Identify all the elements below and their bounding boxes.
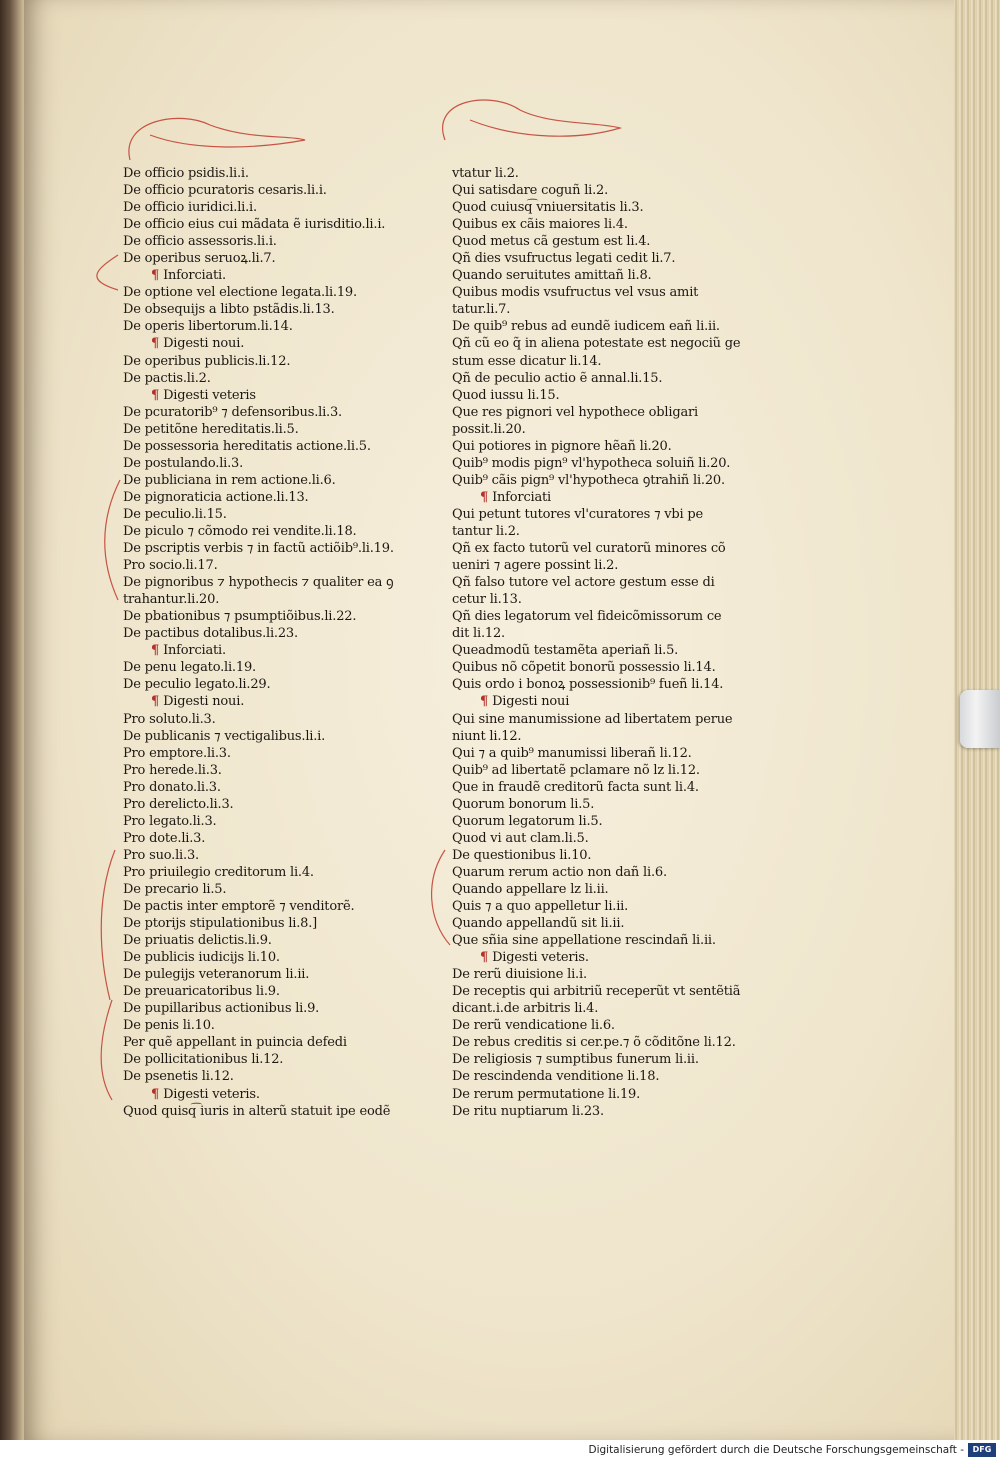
index-entry — [452, 199, 772, 216]
index-entry — [452, 557, 772, 574]
entry-text: dicant.i.de arbitris li.4. — [452, 1001, 599, 1017]
entry-text: Quod metus cã gestum est li.4. — [452, 234, 651, 250]
entry-text: De pactis.li.2. — [123, 370, 211, 386]
index-entry — [123, 540, 443, 557]
dfg-logo: DFG — [968, 1443, 996, 1457]
index-entry — [452, 404, 772, 421]
index-entry — [452, 267, 772, 284]
index-entry — [123, 438, 443, 455]
index-entry — [452, 250, 772, 267]
index-entry — [452, 659, 772, 676]
index-entry — [452, 711, 772, 728]
entry-text: Per quẽ appellant in puincia defedi — [123, 1035, 347, 1051]
entry-text: De officio assessoris.li.i. — [123, 234, 277, 250]
index-entry — [452, 353, 772, 370]
entry-text: Digesti veteris. — [163, 1086, 260, 1102]
entry-text: De peculio.li.15. — [123, 506, 227, 522]
index-entry — [123, 421, 443, 438]
entry-text: Quod iussu li.15. — [452, 387, 560, 403]
entry-text: Qñ ex facto tutorũ vel curatorũ minores cõ — [452, 541, 726, 557]
index-entry — [123, 523, 443, 540]
entry-text: De pbationibus ⁊ psumptiõibus.li.22. — [123, 609, 357, 625]
index-entry — [123, 864, 443, 881]
index-entry — [452, 625, 772, 642]
entry-text: De officio eius cui mãdata ẽ iurisditio.li.i. — [123, 217, 386, 233]
index-entry — [452, 1000, 772, 1017]
index-entry — [452, 1017, 772, 1034]
index-entry — [452, 574, 772, 591]
entry-text: Qñ falso tutore vel actore gestum esse di — [452, 575, 715, 591]
entry-text: De publiciana in rem actione.li.6. — [123, 472, 336, 488]
index-entry — [123, 1000, 443, 1017]
entry-text: De peculio legato.li.29. — [123, 677, 271, 693]
index-entry — [452, 1034, 772, 1051]
entry-text: Pro dote.li.3. — [123, 830, 206, 846]
index-entry — [452, 472, 772, 489]
entry-text: De operibus seruoꝝ.li.7. — [123, 251, 276, 267]
pilcrow-icon: ¶ — [151, 643, 160, 659]
index-entry — [452, 813, 772, 830]
entry-text: Quibus nõ cõpetit bonorũ possessio li.14. — [452, 660, 716, 676]
section-heading — [452, 693, 772, 710]
entry-text: Quarum rerum actio non dañ li.6. — [452, 864, 667, 880]
entry-text: Que in fraudẽ creditorũ facta sunt li.4. — [452, 779, 699, 795]
index-entry — [123, 1103, 443, 1120]
section-heading — [123, 1086, 443, 1103]
index-entry — [123, 472, 443, 489]
entry-text: De penu legato.li.19. — [123, 660, 256, 676]
index-entry — [123, 898, 443, 915]
entry-text: De operibus publicis.li.12. — [123, 353, 291, 369]
entry-text: Qñ dies legatorum vel fideicõmissorum ce — [452, 609, 722, 625]
index-entry — [452, 318, 772, 335]
index-entry — [452, 762, 772, 779]
entry-text: trahantur.li.20. — [123, 592, 220, 608]
bookmark-tab — [960, 690, 1000, 748]
index-entry — [123, 506, 443, 523]
entry-text: De operis libertorum.li.14. — [123, 319, 293, 335]
index-entry — [123, 199, 443, 216]
entry-text: De rerũ diuisione li.i. — [452, 967, 587, 983]
index-entry — [452, 523, 772, 540]
pilcrow-icon: ¶ — [151, 336, 160, 352]
section-heading — [452, 949, 772, 966]
entry-text: stum esse dicatur li.14. — [452, 353, 602, 369]
entry-text: De psenetis li.12. — [123, 1069, 234, 1085]
entry-text: Pro socio.li.17. — [123, 558, 218, 574]
index-entry — [123, 370, 443, 387]
entry-text: Quibus ex cãis maiores li.4. — [452, 217, 628, 233]
entry-text: Quando appellare lz li.ii. — [452, 881, 609, 897]
section-heading — [452, 489, 772, 506]
entry-text: Qui satisdare coguñ li.2. — [452, 183, 609, 199]
entry-text: Quod vi aut clam.li.5. — [452, 830, 589, 846]
entry-text: Quis ordo i bonoꝝ possessionib⁹ fueñ li.14. — [452, 677, 724, 693]
entry-text: Digesti noui — [492, 694, 570, 710]
index-entry — [123, 830, 443, 847]
right-column — [452, 165, 772, 1120]
index-entry — [452, 745, 772, 762]
index-entry — [452, 1051, 772, 1068]
index-entry — [452, 830, 772, 847]
entry-text: De pactibus dotalibus.li.23. — [123, 626, 298, 642]
pilcrow-icon: ¶ — [480, 489, 489, 505]
entry-text: Quorum legatorum li.5. — [452, 813, 603, 829]
section-heading — [123, 642, 443, 659]
entry-text: De pignoribus ⁊ hypothecis ⁊ qualiter ea ꝯ — [123, 575, 394, 591]
entry-text: Quib⁹ modis pign⁹ vl'hypotheca soluiñ li.20. — [452, 455, 731, 471]
entry-text: Pro derelicto.li.3. — [123, 796, 234, 812]
index-entry — [123, 932, 443, 949]
entry-text: cetur li.13. — [452, 592, 522, 608]
index-entry — [123, 745, 443, 762]
entry-text: De postulando.li.3. — [123, 455, 244, 471]
entry-text: Quod cuiusq͡ vniuersitatis li.3. — [452, 200, 644, 216]
entry-text: De officio iuridici.li.i. — [123, 200, 257, 216]
index-entry — [452, 455, 772, 472]
entry-text: possit.li.20. — [452, 421, 526, 437]
entry-text: Inforciati. — [163, 268, 226, 284]
index-entry — [123, 676, 443, 693]
index-entry — [452, 898, 772, 915]
index-entry — [123, 779, 443, 796]
entry-text: Inforciati. — [163, 643, 226, 659]
index-entry — [123, 608, 443, 625]
index-entry — [452, 864, 772, 881]
entry-text: De pactis inter emptorẽ ⁊ venditorẽ. — [123, 899, 355, 915]
index-entry — [452, 1103, 772, 1120]
entry-text: Digesti veteris. — [492, 950, 589, 966]
index-entry — [452, 301, 772, 318]
entry-text: De piculo ⁊ cõmodo rei vendite.li.18. — [123, 523, 357, 539]
index-entry — [452, 676, 772, 693]
index-entry — [123, 1034, 443, 1051]
entry-text: Pro priuilegio creditorum li.4. — [123, 864, 314, 880]
entry-text: Pro emptore.li.3. — [123, 745, 231, 761]
section-heading — [123, 387, 443, 404]
entry-text: Quib⁹ cãis pign⁹ vl'hypotheca ꝯtrahiñ li.20. — [452, 472, 725, 488]
entry-text: Qui potiores in pignore hẽañ li.20. — [452, 438, 672, 454]
entry-text: De pcuratorib⁹ ⁊ defensoribus.li.3. — [123, 404, 342, 420]
entry-text: Quis ⁊ a quo appelletur li.ii. — [452, 899, 629, 915]
entry-text: De precario li.5. — [123, 881, 227, 897]
entry-text: Qui ⁊ a quib⁹ manumissi liberañ li.12. — [452, 745, 692, 761]
pilcrow-icon: ¶ — [480, 694, 489, 710]
entry-text: De questionibus li.10. — [452, 847, 592, 863]
entry-text: Pro legato.li.3. — [123, 813, 217, 829]
index-entry — [452, 233, 772, 250]
entry-text: Qui petunt tutores vl'curatores ⁊ vbi pe — [452, 506, 704, 522]
entry-text: De pollicitationibus li.12. — [123, 1052, 284, 1068]
entry-text: Digesti noui. — [163, 694, 245, 710]
section-heading — [123, 267, 443, 284]
entry-text: Digesti noui. — [163, 336, 245, 352]
entry-text: De pulegijs veteranorum li.ii. — [123, 967, 310, 983]
entry-text: Pro donato.li.3. — [123, 779, 221, 795]
index-entry — [123, 1017, 443, 1034]
index-entry — [452, 608, 772, 625]
entry-text: De officio pcuratoris cesaris.li.i. — [123, 183, 327, 199]
entry-text: vtatur li.2. — [452, 166, 519, 181]
entry-text: De publicanis ⁊ vectigalibus.li.i. — [123, 728, 326, 744]
section-heading — [123, 335, 443, 352]
index-entry — [123, 983, 443, 1000]
pilcrow-icon: ¶ — [151, 387, 160, 403]
index-entry — [123, 966, 443, 983]
index-entry — [123, 353, 443, 370]
index-entry — [123, 284, 443, 301]
entry-text: De optione vel electione legata.li.19. — [123, 285, 357, 301]
entry-text: De penis li.10. — [123, 1018, 215, 1034]
entry-text: De ritu nuptiarum li.23. — [452, 1103, 604, 1119]
entry-text: Pro soluto.li.3. — [123, 711, 216, 727]
entry-text: Qñ de peculio actio ẽ annal.li.15. — [452, 370, 663, 386]
entry-text: Quando appellandũ sit li.ii. — [452, 916, 625, 932]
index-entry — [123, 847, 443, 864]
index-entry — [123, 711, 443, 728]
index-entry — [452, 847, 772, 864]
entry-text: Quorum bonorum li.5. — [452, 796, 595, 812]
index-entry — [452, 796, 772, 813]
index-entry — [452, 1086, 772, 1103]
index-entry — [123, 1068, 443, 1085]
index-entry — [452, 387, 772, 404]
index-entry — [123, 813, 443, 830]
index-entry — [452, 540, 772, 557]
index-entry — [123, 455, 443, 472]
index-entry — [452, 983, 772, 1000]
index-entry — [452, 1068, 772, 1085]
index-entry — [123, 762, 443, 779]
entry-text: tatur.li.7. — [452, 302, 511, 318]
entry-text: De rerũ vendicatione li.6. — [452, 1018, 615, 1034]
entry-text: Qui sine manumissione ad libertatem perue — [452, 711, 733, 727]
entry-text: Queadmodũ testamẽta aperiañ li.5. — [452, 643, 679, 659]
index-entry — [452, 932, 772, 949]
index-entry — [452, 284, 772, 301]
index-entry — [123, 574, 443, 591]
entry-text: De religiosis ⁊ sumptibus funerum li.ii. — [452, 1052, 699, 1068]
pilcrow-icon: ¶ — [151, 694, 160, 710]
index-entry — [452, 335, 772, 352]
index-entry — [452, 966, 772, 983]
entry-text: De pupillaribus actionibus li.9. — [123, 1001, 320, 1017]
entry-text: Quib⁹ ad libertatẽ pclamare nõ lz li.12. — [452, 762, 700, 778]
index-entry — [123, 165, 443, 182]
index-entry — [452, 421, 772, 438]
index-entry — [123, 301, 443, 318]
section-heading — [123, 693, 443, 710]
pilcrow-icon: ¶ — [151, 268, 160, 284]
entry-text: Qñ cũ eo q̃ in aliena potestate est negociũ ge — [452, 336, 741, 352]
index-entry — [452, 370, 772, 387]
entry-text: De possessoria hereditatis actione.li.5. — [123, 438, 371, 454]
index-entry — [123, 659, 443, 676]
entry-text: De receptis qui arbitriũ receperũt vt sentẽtiã — [452, 984, 741, 1000]
entry-text: De publicis iudicijs li.10. — [123, 950, 280, 966]
index-entry — [123, 404, 443, 421]
left-column — [123, 165, 443, 1120]
index-entry — [123, 949, 443, 966]
index-entry — [123, 915, 443, 932]
index-entry — [123, 796, 443, 813]
index-entry — [123, 881, 443, 898]
entry-text: De preuaricatoribus li.9. — [123, 984, 280, 1000]
entry-text: Quibus modis vsufructus vel vsus amit — [452, 285, 699, 301]
entry-text: ueniri ⁊ agere possint li.2. — [452, 558, 619, 574]
index-entry — [123, 233, 443, 250]
entry-text: Quando seruitutes amittañ li.8. — [452, 268, 652, 284]
index-entry — [452, 915, 772, 932]
credit-text: Digitalisierung gefördert durch die Deutsche Forschungsgemeinschaft - — [588, 1444, 964, 1456]
entry-text: Pro herede.li.3. — [123, 762, 222, 778]
entry-text: De quib⁹ rebus ad eundẽ iudicem eañ li.ii. — [452, 319, 720, 335]
index-entry — [452, 165, 772, 182]
index-entry — [452, 779, 772, 796]
index-entry — [123, 182, 443, 199]
entry-text: De ptorijs stipulationibus li.8.] — [123, 916, 318, 932]
index-entry — [123, 557, 443, 574]
pilcrow-icon: ¶ — [151, 1086, 160, 1102]
index-entry — [123, 591, 443, 608]
entry-text: Pro suo.li.3. — [123, 847, 199, 863]
index-entry — [452, 438, 772, 455]
entry-text: De rerum permutatione li.19. — [452, 1086, 641, 1102]
digitization-credit — [0, 1440, 1000, 1460]
entry-text: De rescindenda venditione li.18. — [452, 1069, 660, 1085]
entry-text: De rebus creditis si cer.pe.⁊ õ cõditõne li.12. — [452, 1035, 736, 1051]
entry-text: De petitõne hereditatis.li.5. — [123, 421, 299, 437]
index-entry — [123, 318, 443, 335]
entry-text: tantur li.2. — [452, 523, 520, 539]
index-entry — [123, 625, 443, 642]
index-entry — [123, 250, 443, 267]
index-entry — [452, 591, 772, 608]
entry-text: Que sñia sine appellatione rescindañ li.ii. — [452, 933, 716, 949]
index-entry — [123, 1051, 443, 1068]
index-entry — [123, 728, 443, 745]
index-entry — [452, 728, 772, 745]
entry-text: niunt li.12. — [452, 728, 522, 744]
entry-text: De pscriptis verbis ⁊ in factũ actiõib⁹.li.19. — [123, 541, 394, 557]
entry-text: De officio psidis.li.i. — [123, 166, 249, 181]
entry-text: Qñ dies vsufructus legati cedit li.7. — [452, 251, 676, 267]
entry-text: dit li.12. — [452, 626, 505, 642]
entry-text: Digesti veteris — [163, 387, 256, 403]
facing-page-edge — [0, 0, 26, 1440]
index-entry — [452, 182, 772, 199]
entry-text: Inforciati — [492, 489, 552, 505]
index-entry — [452, 216, 772, 233]
index-entry — [452, 506, 772, 523]
entry-text: De priuatis delictis.li.9. — [123, 933, 272, 949]
index-entry — [123, 216, 443, 233]
entry-text: De obsequijs a libto pstãdis.li.13. — [123, 302, 335, 318]
index-entry — [123, 489, 443, 506]
entry-text: De pignoraticia actione.li.13. — [123, 489, 309, 505]
index-entry — [452, 642, 772, 659]
pilcrow-icon: ¶ — [480, 950, 489, 966]
index-entry — [452, 881, 772, 898]
entry-text: Quod quisq͡ iuris in alterũ statuit ipe eodẽ — [123, 1103, 391, 1119]
entry-text: Que res pignori vel hypothece obligari — [452, 404, 698, 420]
